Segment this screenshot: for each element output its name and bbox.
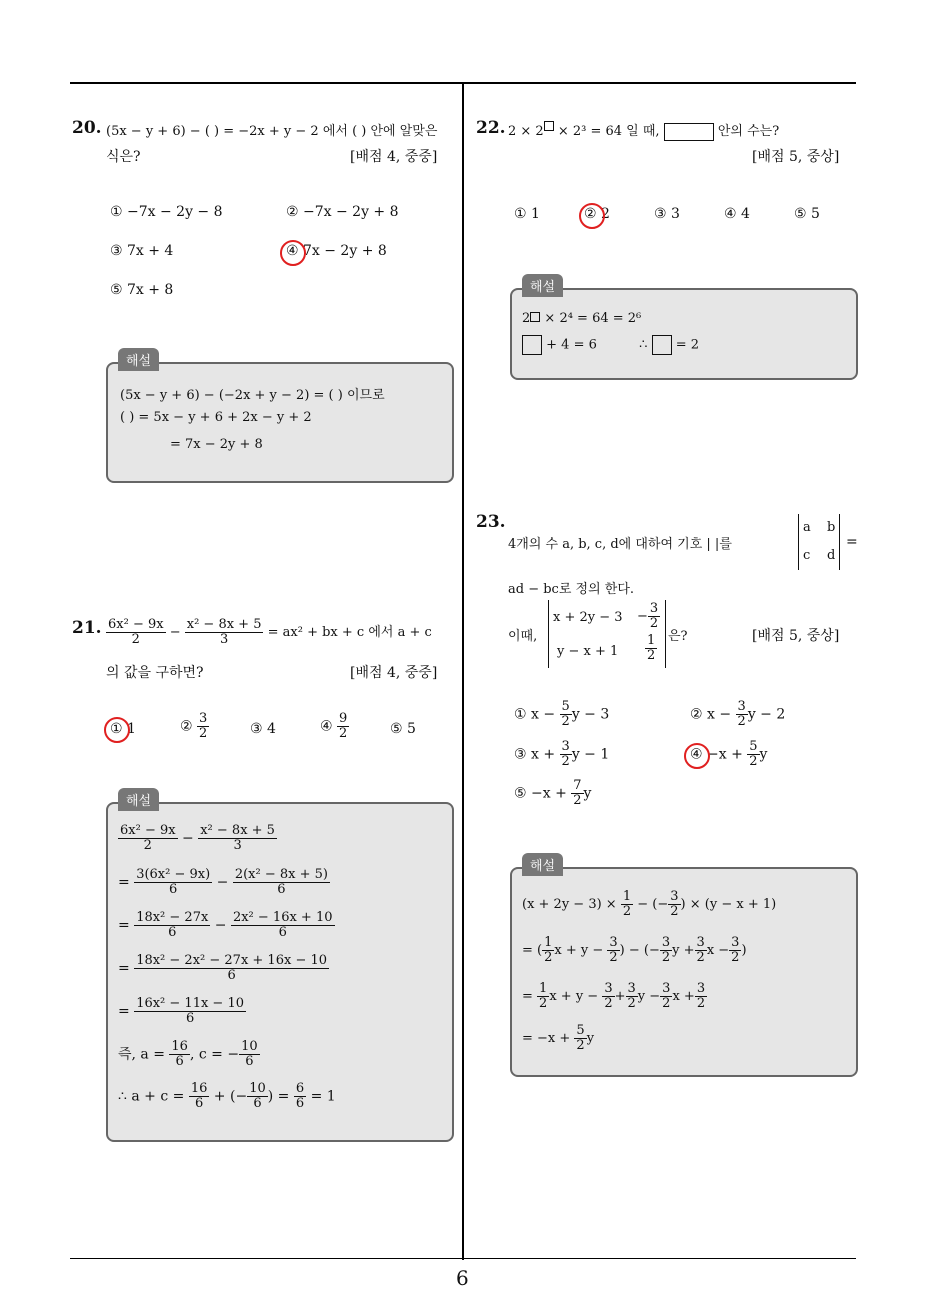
q21-frac1: $\frac{\text{6x² − 9x}}{2}$ (108, 617, 164, 647)
q21-sol-line4: = $\frac{\text{18x² − 2x² − 27x + 16x − 10}}{6}$ (118, 953, 328, 983)
q20-choice-4[interactable]: ④ 7x − 2y + 8 (286, 243, 387, 259)
q20-answer-circle (280, 240, 306, 266)
q23-sol-line1: (x + 2y − 3) × $\frac{1}{2}$ − (− $\frac{3}{2}$ ) × (y − x + 1) (522, 889, 777, 919)
q21-choice-1[interactable]: ① 1 (110, 721, 136, 737)
q23-sol-line4: = −x + $\frac{5}{2}$ y (522, 1023, 595, 1053)
q21-sol-line2: = $\frac{\text{3(6x² − 9x)}}{6}$ − $\frac{\text{2(x² − 8x + 5)}}{6}$ (118, 867, 328, 897)
q21-frac2: $\frac{\text{x² − 8x + 5}}{3}$ (186, 617, 262, 647)
q20-solution-tag: 해설 (118, 348, 159, 371)
q22-sol-line1: 2 × 2⁴ = 64 = 2⁶ (522, 311, 642, 326)
q22-choice-1[interactable]: ① 1 (514, 206, 540, 222)
q21-sol-line6: 즉, a = $\frac{16}{6}$ , c = − $\frac{10}{6}$ (118, 1039, 258, 1069)
q20-choice-5[interactable]: ⑤ 7x + 8 (110, 282, 174, 298)
q22-solution-tag: 해설 (522, 274, 563, 297)
q21-number: 21. (72, 618, 102, 638)
q22-blank-box (664, 123, 714, 141)
q20-choice-3[interactable]: ③ 7x + 4 (110, 243, 174, 259)
q21-choice-2[interactable]: ② $\frac{3}{2}$ (180, 711, 208, 741)
q23-matrix: a b c d (798, 514, 840, 570)
q21-sol-line7: ∴ a + c = $\frac{16}{6}$ + (− $\frac{10}{6}$ ) = $\frac{6}{6}$ = 1 (118, 1081, 336, 1111)
q22-meta: [배점 5, 중상] (752, 149, 840, 165)
q21-answer-circle (104, 717, 130, 743)
q21-solution-tag: 해설 (118, 788, 159, 811)
q23-answer-circle (684, 743, 710, 769)
q20-sol-line2: ( ) = 5x − y + 6 + 2x − y + 2 (120, 410, 312, 425)
q21-sol-line3: = $\frac{\text{18x² − 27x}}{6}$ − $\frac{\text{2x² − 16x + 10}}{6}$ (118, 910, 333, 940)
q20-stem-line2: 식은? (106, 149, 141, 165)
q23-stem-line1: 4개의 수 a, b, c, d에 대하여 기호 | |를 (508, 537, 732, 552)
q22-choice-4[interactable]: ④ 4 (724, 206, 750, 222)
page-number: 6 (456, 1266, 469, 1290)
q20-stem-line1: (5x − y + 6) − ( ) = −2x + y − 2 에서 ( ) 안에 알맞은 (106, 124, 438, 139)
q23-choice-4[interactable]: ④ −x + $\frac{5}{2}$ y (690, 739, 768, 769)
q23-solution-tag: 해설 (522, 853, 563, 876)
q23-choice-1[interactable]: ① x − $\frac{5}{2}$ y − 3 (514, 699, 610, 729)
q23-choice-3[interactable]: ③ x + $\frac{3}{2}$ y − 1 (514, 739, 610, 769)
q21-choice-4[interactable]: ④ $\frac{9}{2}$ (320, 711, 348, 741)
q23-sol-line3: = $\frac{1}{2}$ x + y − $\frac{3}{2}$ + $\frac{3}{2}$ y − $\frac{3}{2}$ x + $\frac{3}{2}$ (522, 981, 706, 1011)
q23-stem-tail: 은? (668, 629, 688, 644)
q22-choice-5[interactable]: ⑤ 5 (794, 206, 820, 222)
q23-choice-2[interactable]: ② x − $\frac{3}{2}$ y − 2 (690, 699, 786, 729)
q20-choice-2[interactable]: ② −7x − 2y + 8 (286, 204, 399, 220)
q23-number: 23. (476, 512, 506, 532)
q20-choice-1[interactable]: ① −7x − 2y − 8 (110, 204, 223, 220)
q22-choice-3[interactable]: ③ 3 (654, 206, 680, 222)
q21-sol-line5: = $\frac{\text{16x² − 11x − 10}}{6}$ (118, 996, 245, 1026)
q23-stem-line2: ad − bc로 정의 한다. (508, 582, 635, 597)
q22-sol-line2: + 4 = 6 ∴ = 2 (522, 335, 699, 355)
q21-choice-3[interactable]: ③ 4 (250, 721, 276, 737)
q21-stem-line1: $\frac{\text{6x² − 9x}}{2}$ − $\frac{\text{x² − 8x + 5}}{3}$ = ax² + bx + c 에서 a + c (108, 617, 432, 647)
q23-sol-line2: = ( $\frac{1}{2}$ x + y − $\frac{3}{2}$ ) − (− $\frac{3}{2}$ y + $\frac{3}{2}$ x − $\frac{3}{2}$ ) (522, 935, 747, 965)
q22-number: 22. (476, 118, 506, 138)
bottom-rule (70, 1258, 856, 1259)
q21-sol-line1: $\frac{\text{6x² − 9x}}{2}$ − $\frac{\text{x² − 8x + 5}}{3}$ (120, 823, 275, 853)
q21-meta: [배점 4, 중중] (350, 665, 438, 681)
q20-sol-line3: = 7x − 2y + 8 (170, 437, 263, 452)
q22-choice-2[interactable]: ② 2 (584, 206, 610, 222)
q22-stem: 2 × 2 × 2³ = 64 일 때, 안의 수는? (508, 120, 779, 141)
q23-choice-5[interactable]: ⑤ −x + $\frac{7}{2}$ y (514, 778, 592, 808)
q23-equals: = (846, 534, 858, 550)
q20-number: 20. (72, 118, 102, 138)
q22-answer-circle (579, 203, 605, 229)
q20-sol-line1: (5x − y + 6) − (−2x + y − 2) = ( ) 이므로 (120, 388, 385, 403)
q23-matrix2: x + 2y − 3 − $\frac{3}{2}$ y − x + 1 $\frac{1}{2}$ (548, 600, 666, 668)
q23-stem-line3: 이때, (508, 629, 538, 644)
column-divider (462, 84, 464, 1260)
q23-meta: [배점 5, 중상] (752, 628, 840, 644)
q22-solution-box (510, 288, 858, 380)
q20-meta: [배점 4, 중중] (350, 149, 438, 165)
q21-choice-5[interactable]: ⑤ 5 (390, 721, 416, 737)
q21-stem-line2: 의 값을 구하면? (106, 665, 204, 681)
